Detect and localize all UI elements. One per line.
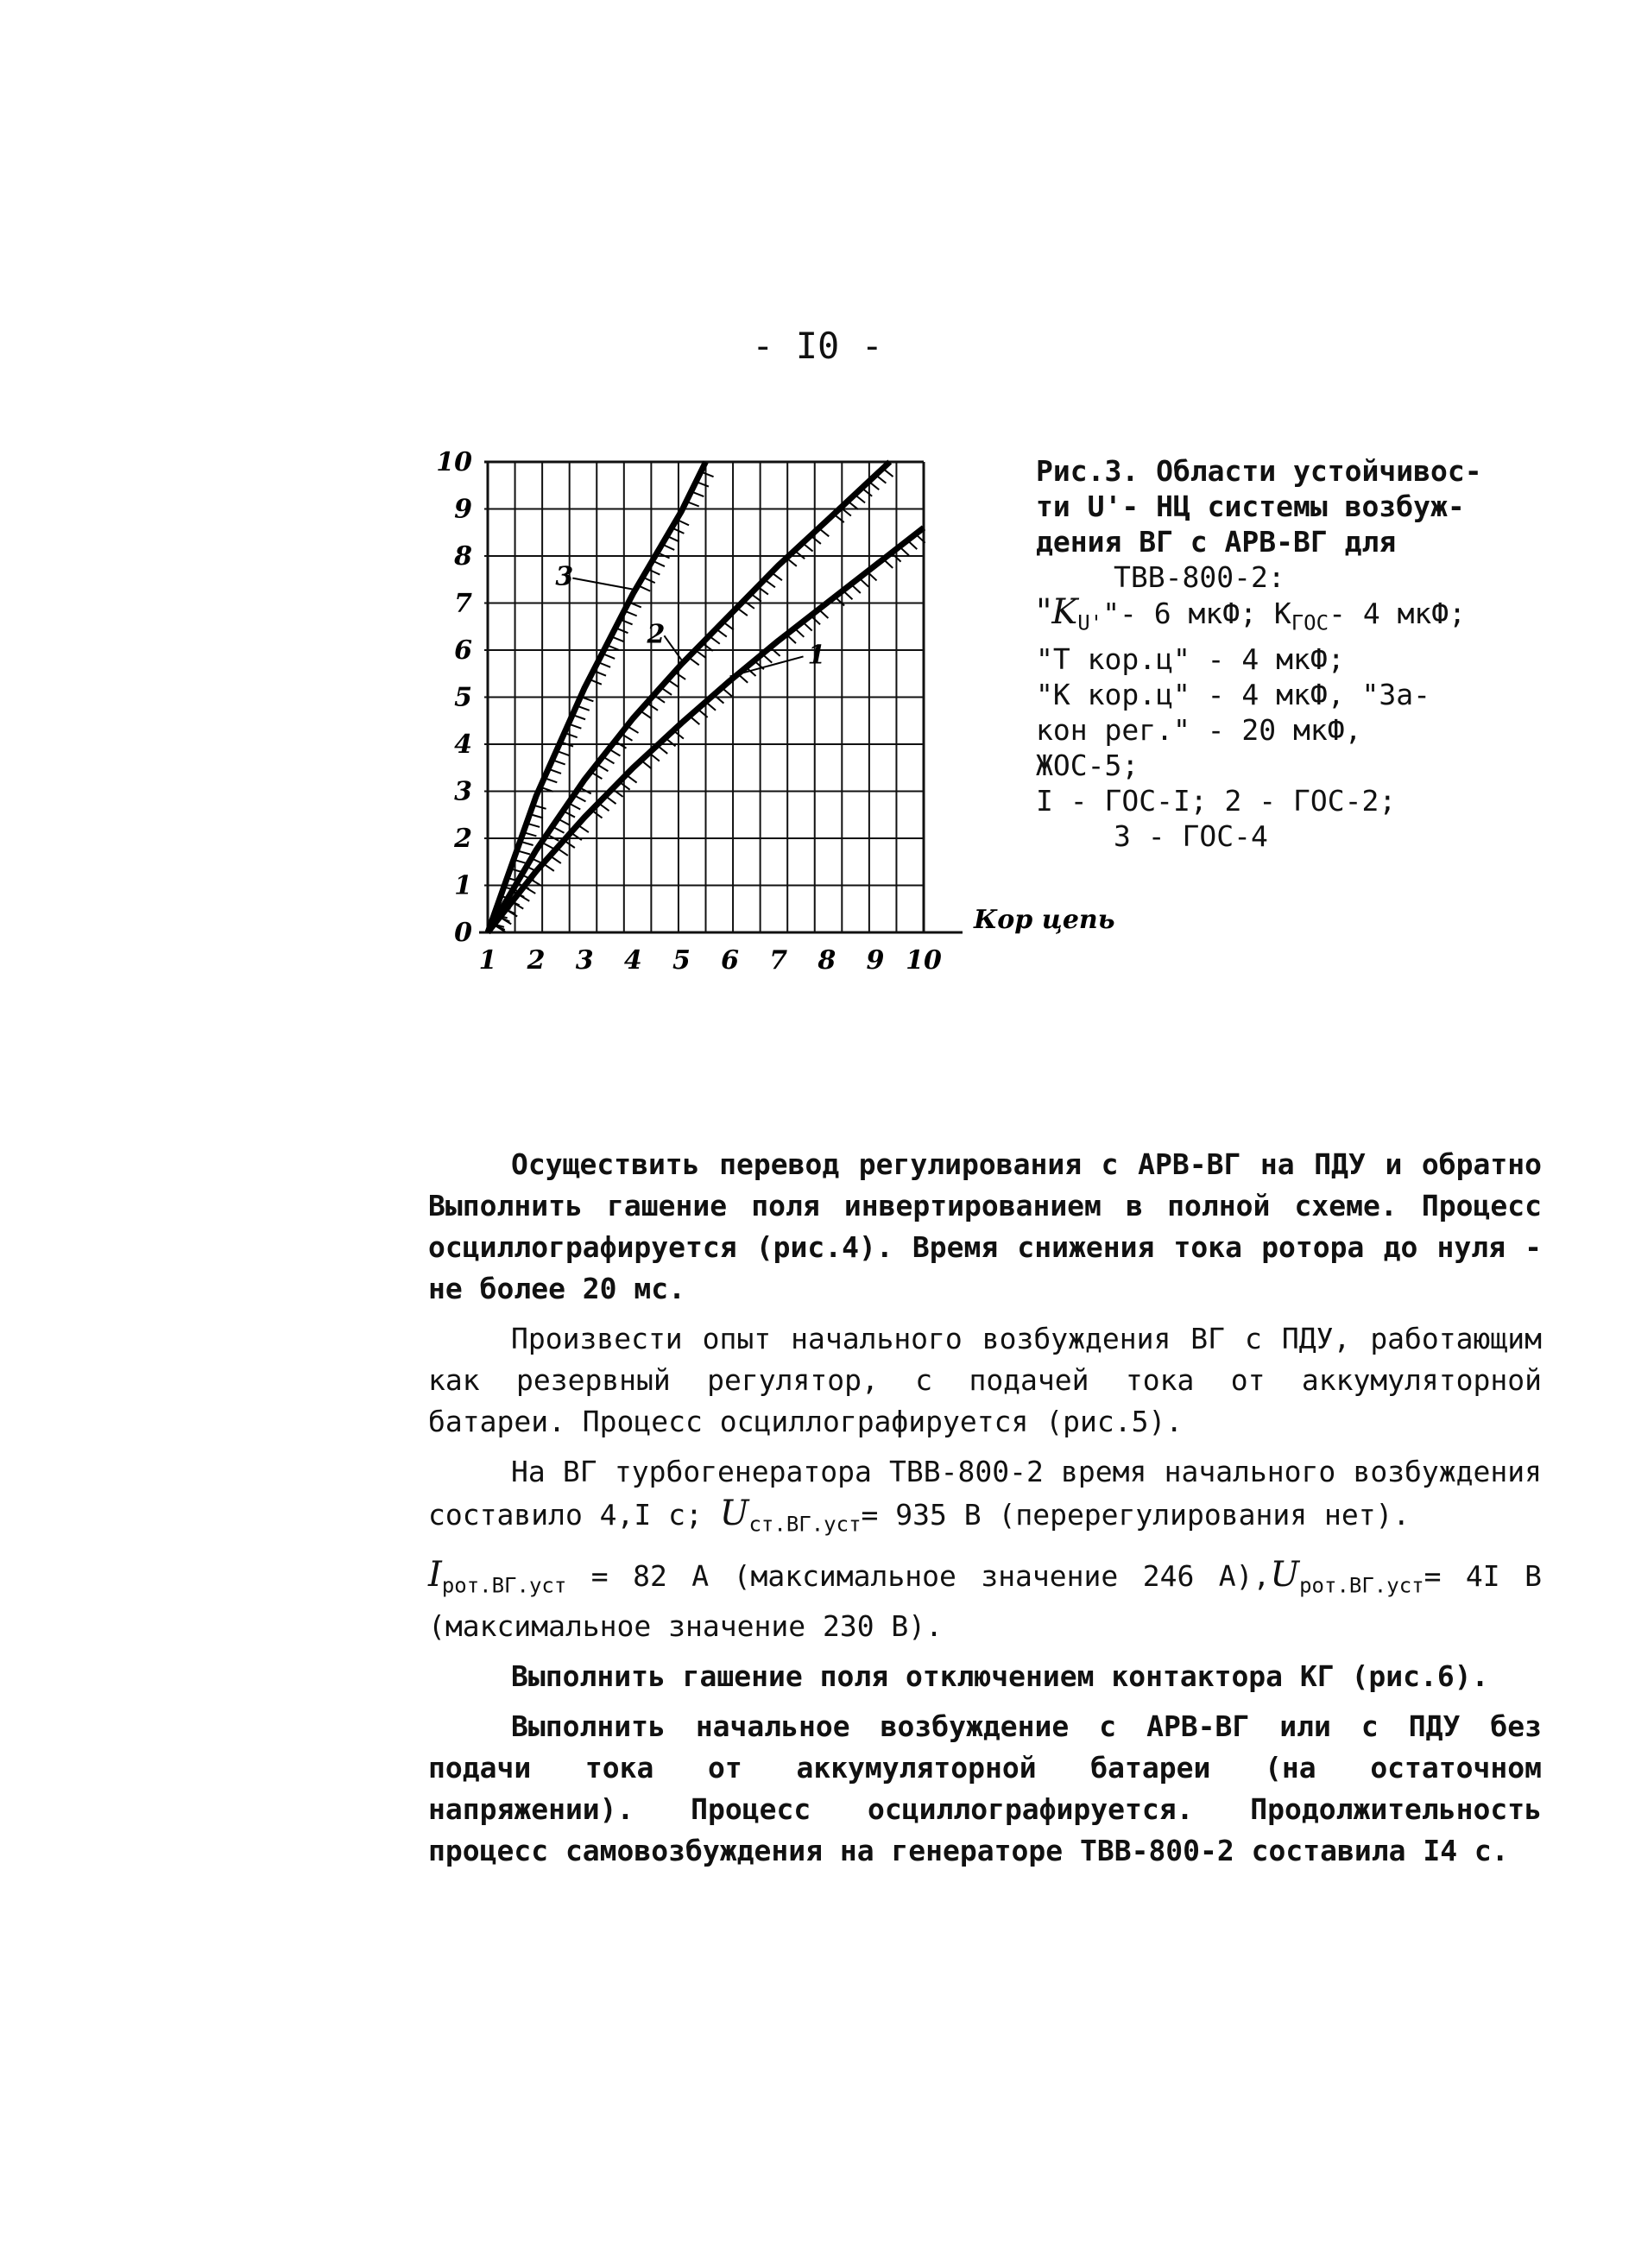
formula-sub: ст.ВГ.уст <box>748 1512 862 1537</box>
hatch-mark <box>643 578 655 584</box>
hatch-mark <box>653 560 665 566</box>
paragraph: Осуществить перевод регулирования с АРВ-ВГ на ПДУ и обратно Выполнить гашение поля инвертированием в полной схеме. Процесс осциллографируется (рис.4). Время снижения тока ротора до нуля - не более 20 мс. <box>428 1147 1542 1305</box>
y-tick-label: 7 <box>454 588 472 619</box>
hatch-mark <box>762 654 772 663</box>
hatch-mark <box>603 756 614 763</box>
y-tick-label: 10 <box>436 447 472 477</box>
y-tick-label: 3 <box>454 776 472 807</box>
caption-line: I - ГОС-I; 2 - ГОС-2; <box>1036 783 1397 818</box>
body-text <box>428 1144 1542 1880</box>
series-label: 1 <box>807 640 826 671</box>
hatch-mark <box>621 734 632 741</box>
hatch-mark <box>626 774 636 782</box>
hatch-mark <box>706 702 716 711</box>
x-tick-label: 6 <box>721 945 739 976</box>
hatch-mark <box>848 501 858 509</box>
caption-line: 3 - ГОС-4 <box>1114 818 1268 853</box>
x-tick-label: 5 <box>672 945 691 976</box>
hatch-mark <box>657 745 667 754</box>
hatch-mark <box>710 636 720 644</box>
hatch-mark <box>641 761 652 769</box>
hatch-mark <box>647 569 660 575</box>
hatch-mark <box>862 488 872 496</box>
hatch-mark <box>765 579 775 587</box>
hatch-mark <box>574 795 586 801</box>
caption-formula-line <box>1036 592 1519 641</box>
hatch-mark <box>541 843 553 849</box>
x-tick-label: 7 <box>769 945 788 976</box>
hatch-mark <box>811 535 821 544</box>
hatch-mark <box>578 824 589 832</box>
formula-symbol: I <box>428 1554 442 1595</box>
caption-line: ти U'- НЦ системы возбуж- <box>1036 490 1465 523</box>
y-tick-label: 1 <box>454 870 472 901</box>
hatch-mark <box>612 789 622 797</box>
hatch-mark <box>843 591 852 599</box>
caption-line: ЖОС-5; <box>1036 748 1139 782</box>
formula-text: = 82 А (максимальное значение 246 А), <box>566 1558 1271 1593</box>
formula-line <box>428 1554 1542 1648</box>
x-tick-label: 8 <box>818 945 836 976</box>
hatch-mark <box>859 578 868 586</box>
hatch-mark <box>627 726 638 733</box>
formula-sub: рот.ВГ.уст <box>1299 1573 1424 1598</box>
hatch-mark <box>772 572 782 580</box>
y-tick-label: 0 <box>454 918 472 948</box>
hatch-mark <box>723 622 734 629</box>
series-label: 3 <box>555 561 574 592</box>
y-tick-label: 9 <box>454 494 472 525</box>
hatch-mark <box>818 610 828 618</box>
hatch-mark <box>794 629 804 637</box>
hatch-mark <box>688 657 698 665</box>
hatch-mark <box>597 764 608 771</box>
hatch-mark <box>674 672 685 679</box>
caption-symbol: "K <box>1036 592 1078 632</box>
y-tick-label: 2 <box>454 824 472 854</box>
hatch-mark <box>716 629 727 636</box>
formula-symbol: U <box>1270 1554 1300 1595</box>
hatch-mark <box>552 826 565 832</box>
page-number: - I0 - <box>752 325 883 367</box>
hatch-mark <box>667 536 679 542</box>
hatch-mark <box>714 695 724 704</box>
hatch-mark <box>558 818 570 824</box>
y-tick-label: 8 <box>454 541 472 572</box>
hatch-mark <box>543 863 554 871</box>
hatch-mark <box>598 803 609 811</box>
figure-caption <box>1036 453 1519 854</box>
hatch-mark <box>835 597 844 605</box>
caption-sub: ГОС <box>1291 610 1329 635</box>
hatch-mark <box>876 475 887 483</box>
hatch-mark <box>744 601 754 609</box>
hatch-mark <box>605 796 615 804</box>
hatch-mark <box>794 551 805 559</box>
hatch-mark <box>900 546 909 555</box>
caption-text: "- 6 мкФ; K <box>1102 597 1291 630</box>
hatch-mark <box>770 648 780 656</box>
x-tick-label: 3 <box>575 945 594 976</box>
x-tick-label: 4 <box>623 945 642 976</box>
caption-sub: U' <box>1077 610 1103 635</box>
caption-line: "Т кор.ц" - 4 мкФ; <box>1036 641 1345 676</box>
hatch-mark <box>647 703 658 711</box>
caption-line: дения ВГ с АРВ-ВГ для <box>1036 525 1397 559</box>
paragraph: Произвести опыт начального возбуждения ВГ с ПДУ, работающим как резервный регулятор, с подачей тока от аккумуляторной батареи. Процесс осциллографируется (рис.5). <box>428 1322 1542 1438</box>
hatch-mark <box>690 716 700 724</box>
paragraph <box>428 1451 1542 1545</box>
hatch-mark <box>638 585 650 591</box>
formula-sub: рот.ВГ.уст <box>441 1573 567 1598</box>
y-tick-label: 5 <box>454 682 472 713</box>
hatch-mark <box>662 544 674 550</box>
hatch-mark <box>855 495 865 503</box>
hatch-mark <box>818 528 829 537</box>
x-tick-label: 9 <box>866 945 885 976</box>
series-label: 2 <box>647 619 666 650</box>
formula-symbol: U <box>719 1494 749 1533</box>
hatch-mark <box>803 543 813 552</box>
hatch-mark <box>695 650 705 658</box>
paragraph-text: На ВГ турбогенератора ТВВ-800-2 время начального возбуждения составило 4,I с; <box>428 1455 1542 1532</box>
hatch-mark <box>640 711 651 718</box>
x-tick-label: 1 <box>478 945 497 976</box>
caption-line: кон рег." - 20 мкФ, <box>1036 712 1362 747</box>
hatch-mark <box>851 584 861 593</box>
hatch-mark <box>758 586 768 594</box>
y-tick-label: 6 <box>454 635 472 666</box>
hatch-mark <box>738 674 748 683</box>
hatch-mark <box>737 608 748 616</box>
hatch-mark <box>803 622 812 630</box>
hatch-mark <box>609 749 620 755</box>
hatch-mark <box>653 695 665 703</box>
caption-line: ТВВ-800-2: <box>1114 560 1285 594</box>
formula-text: = 4I В (максимальное значение 230 В). <box>428 1558 1542 1644</box>
hatch-mark <box>722 688 732 697</box>
x-tick-label: 2 <box>527 945 546 976</box>
hatch-mark <box>550 856 561 863</box>
hatch-mark <box>660 687 672 695</box>
paragraph: Выполнить гашение поля отключением контактора КГ (рис.6). <box>511 1659 1489 1694</box>
hatch-mark <box>868 482 879 490</box>
hatch-mark <box>667 679 679 687</box>
hatch-mark <box>883 469 893 477</box>
y-tick-label: 4 <box>454 730 472 760</box>
x-tick-label: 10 <box>906 945 942 976</box>
paragraph: Выполнить начальное возбуждение с АРВ-ВГ или с ПДУ без подачи тока от аккумуляторной батареи (на остаточном напряжении). Процесс осциллографируется. Продолжительность процесс самовозбуждения на генераторе ТВВ-800-2 составила I4 с. <box>428 1709 1542 1868</box>
hatch-mark <box>557 848 568 856</box>
hatch-mark <box>883 559 893 568</box>
series-label-leader <box>730 656 804 676</box>
formula-text: = 935 В (перерегулирования нет). <box>861 1498 1411 1532</box>
caption-line: Рис.3. Области устойчивос- <box>1036 454 1482 488</box>
x-axis-label: Кор цепь <box>974 905 1115 935</box>
caption-text: - 4 мкФ; <box>1329 597 1467 630</box>
hatch-mark <box>907 540 917 549</box>
caption-line: "К кор.ц" - 4 мкФ, "За- <box>1036 677 1430 711</box>
